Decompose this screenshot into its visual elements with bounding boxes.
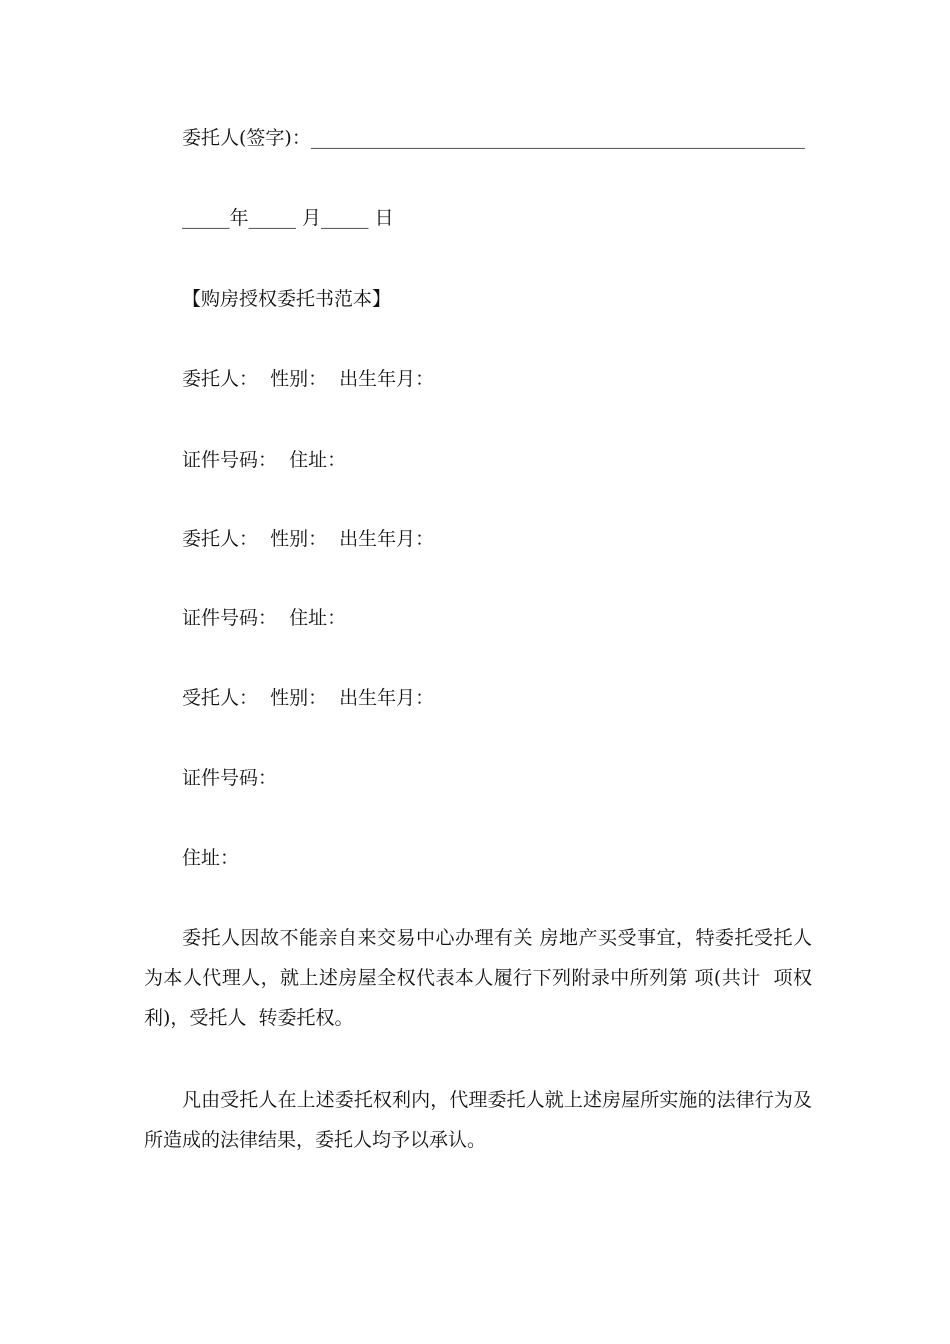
principal-1-info: 委托人： 性别： 出生年月：: [182, 368, 435, 390]
signature-line: 委托人(签字)：____________________________________________________: [182, 127, 805, 149]
agent-info: 受托人： 性别： 出生年月：: [182, 687, 435, 709]
section-title: 【购房授权委托书范本】: [182, 288, 392, 310]
paragraph-delegation: 委托人因故不能亲自来交易中心办理有关 房地产买受事宜，特委托受托人为本人代理人，就上述房屋全权代表本人履行下列附录中所列第 项(共计 项权利)，受托人 转委托权。: [144, 927, 812, 1029]
principal-2-id: 证件号码： 住址：: [182, 607, 347, 629]
paragraph-acknowledgement: 凡由受托人在上述委托权利内，代理委托人就上述房屋所实施的法律行为及所造成的法律结果，委托人均予以承认。: [144, 1089, 812, 1151]
agent-address: 住址：: [182, 847, 240, 869]
principal-1-id: 证件号码： 住址：: [182, 449, 347, 471]
agent-id: 证件号码：: [182, 767, 278, 789]
principal-2-info: 委托人： 性别： 出生年月：: [182, 528, 435, 550]
date-line: _____年_____ 月_____ 日: [182, 207, 394, 229]
